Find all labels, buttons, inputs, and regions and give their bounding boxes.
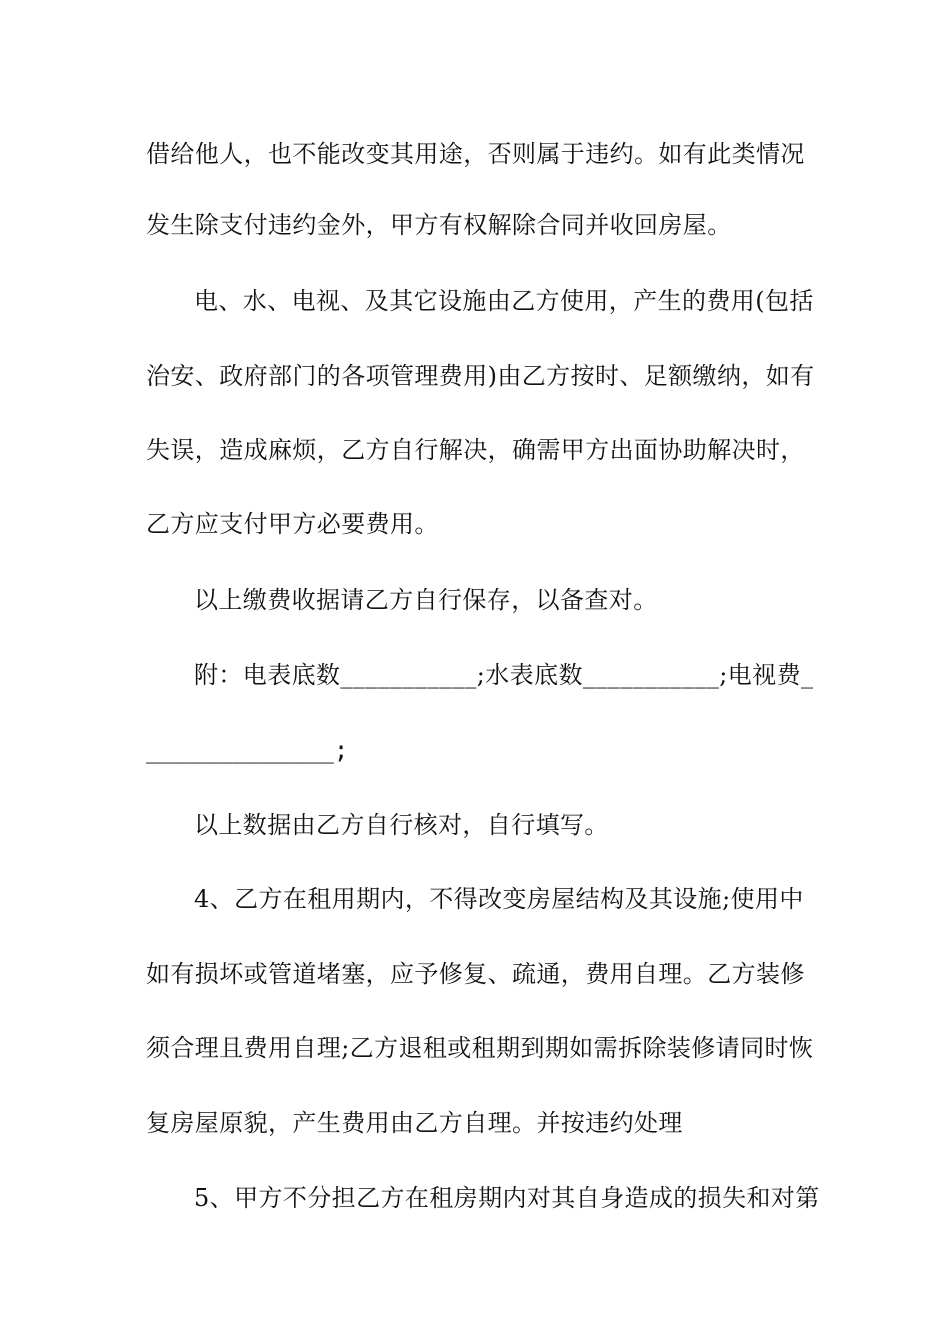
paragraph-line: 发生除支付违约金外，甲方有权解除合同并收回房屋。	[146, 211, 732, 239]
paragraph-line: 借给他人，也不能改变其用途，否则属于违约。如有此类情况	[146, 140, 805, 168]
paragraph-line: 治安、政府部门的各项管理费用)由乙方按时、足额缴纳，如有	[146, 362, 815, 390]
fill-in-line: 附：电表底数___________;水表底数___________;电视费_	[194, 661, 814, 689]
paragraph-line: 复房屋原貌，产生费用由乙方自理。并按违约处理	[146, 1109, 683, 1137]
paragraph-line: 以上缴费收据请乙方自行保存，以备查对。	[194, 586, 658, 614]
paragraph-line: 乙方应支付甲方必要费用。	[146, 510, 439, 538]
fill-in-line: _____________;	[146, 736, 349, 764]
paragraph-line: 失误，造成麻烦，乙方自行解决，确需甲方出面协助解决时，	[146, 436, 805, 464]
paragraph-line: 电、水、电视、及其它设施由乙方使用，产生的费用(包括	[194, 287, 814, 315]
paragraph-line: 5、甲方不分担乙方在租房期内对其自身造成的损失和对第	[194, 1184, 820, 1212]
paragraph-line: 以上数据由乙方自行核对，自行填写。	[194, 811, 609, 839]
paragraph-line: 如有损坏或管道堵塞，应予修复、疏通，费用自理。乙方装修	[146, 960, 805, 988]
paragraph-line: 须合理且费用自理;乙方退租或租期到期如需拆除装修请同时恢	[146, 1034, 814, 1062]
paragraph-line: 4、乙方在租用期内，不得改变房屋结构及其设施;使用中	[194, 885, 804, 913]
